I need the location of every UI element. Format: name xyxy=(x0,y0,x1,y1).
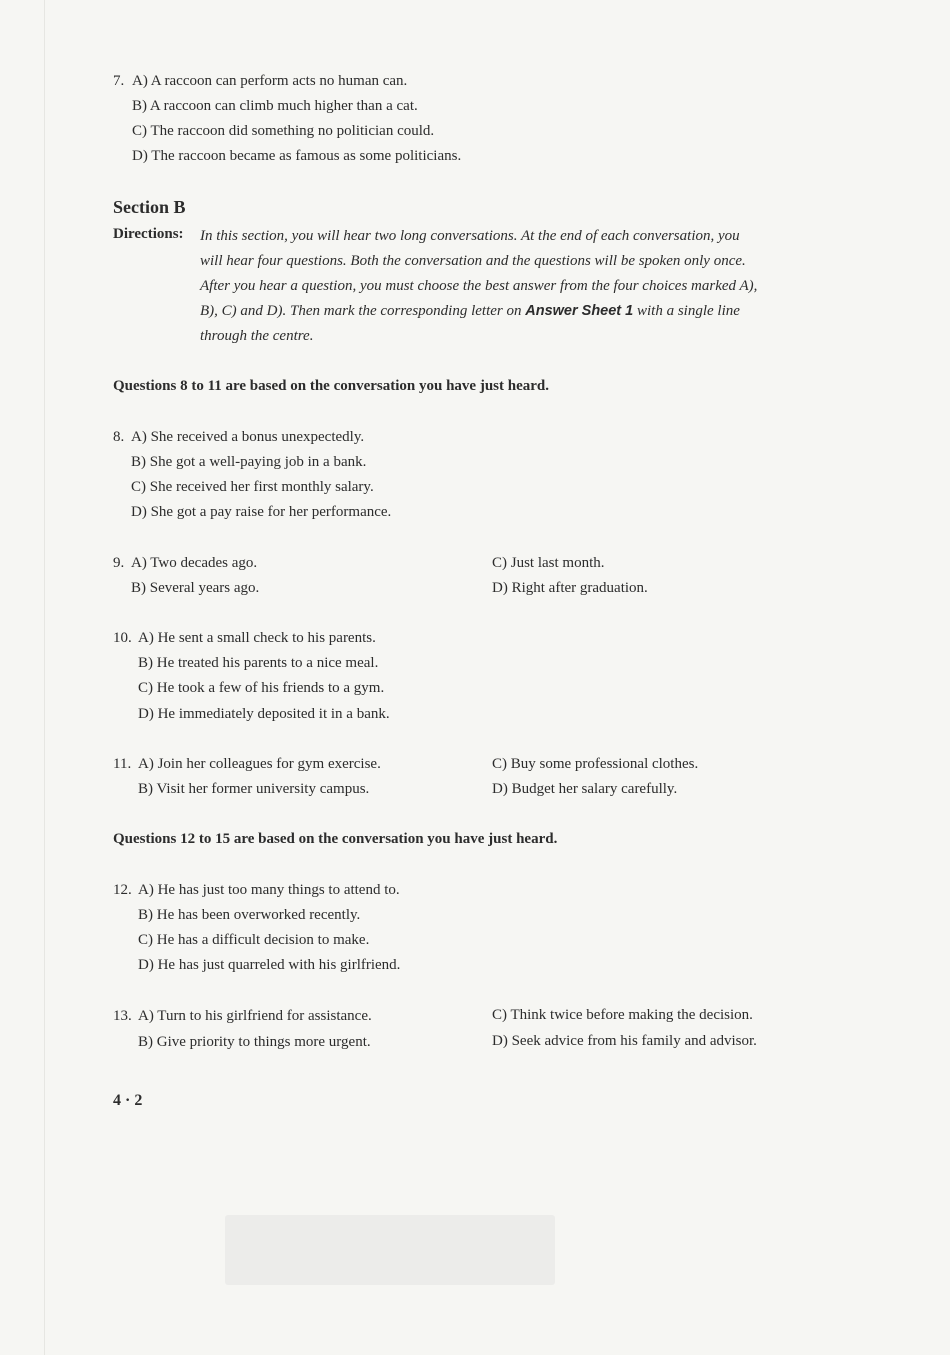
question-10-option-b: B) He treated his parents to a nice meal. xyxy=(138,655,379,671)
directions-line-4 xyxy=(200,301,740,321)
question-12-number: 12. xyxy=(113,882,132,898)
directions-label: Directions: xyxy=(113,226,184,242)
question-11-option-d: D) Budget her salary carefully. xyxy=(492,781,678,797)
question-7-option-a: A) A raccoon can perform acts no human can. xyxy=(132,73,408,89)
directions-line-2: will hear four questions. Both the conversation and the questions will be spoken only once. xyxy=(200,253,746,269)
directions-line-5: through the centre. xyxy=(200,328,314,344)
question-13-option-b: B) Give priority to things more urgent. xyxy=(138,1034,371,1050)
directions-line-1: In this section, you will hear two long conversations. At the end of each conversation, you xyxy=(200,228,740,244)
directions-line-4-tail: with a single line xyxy=(636,303,740,319)
question-8-option-b: B) She got a well-paying job in a bank. xyxy=(131,454,367,470)
page-edge xyxy=(44,0,45,1355)
question-13-option-a: A) Turn to his girlfriend for assistance. xyxy=(138,1008,372,1024)
question-9-option-a: A) Two decades ago. xyxy=(131,555,258,571)
question-9-option-d: D) Right after graduation. xyxy=(492,580,648,596)
question-12-option-a: A) He has just too many things to attend to. xyxy=(138,882,400,898)
question-11-option-a: A) Join her colleagues for gym exercise. xyxy=(138,756,381,772)
question-9-option-c: C) Just last month. xyxy=(492,555,605,571)
question-11-option-c: C) Buy some professional clothes. xyxy=(492,756,699,772)
scan-smudge xyxy=(225,1215,555,1285)
directions-line-3: After you hear a question, you must choose the best answer from the four choices marked A), xyxy=(200,278,758,294)
question-13-number: 13. xyxy=(113,1008,132,1024)
question-12-option-c: C) He has a difficult decision to make. xyxy=(138,932,370,948)
question-7-option-b: B) A raccoon can climb much higher than a cat. xyxy=(132,98,418,114)
question-8-option-a: A) She received a bonus unexpectedly. xyxy=(131,429,365,445)
question-11-number: 11. xyxy=(113,756,132,772)
question-12-option-b: B) He has been overworked recently. xyxy=(138,907,361,923)
question-7-option-c: C) The raccoon did something no politician could. xyxy=(132,123,435,139)
group-1-heading: Questions 8 to 11 are based on the conversation you have just heard. xyxy=(113,378,549,394)
question-10-number: 10. xyxy=(113,630,132,646)
question-10-option-d: D) He immediately deposited it in a bank. xyxy=(138,706,390,722)
question-10-option-c: C) He took a few of his friends to a gym. xyxy=(138,680,385,696)
question-12-option-d: D) He has just quarreled with his girlfriend. xyxy=(138,957,401,973)
question-8-number: 8. xyxy=(113,429,125,445)
question-8-option-c: C) She received her first monthly salary. xyxy=(131,479,374,495)
question-7-number: 7. xyxy=(113,73,125,89)
question-13-option-c: C) Think twice before making the decision. xyxy=(492,1007,753,1023)
question-9-option-b: B) Several years ago. xyxy=(131,580,260,596)
question-9-number: 9. xyxy=(113,555,125,571)
question-8-option-d: D) She got a pay raise for her performance. xyxy=(131,504,392,520)
question-10-option-a: A) He sent a small check to his parents. xyxy=(138,630,376,646)
page-number: 4 · 2 xyxy=(113,1092,143,1109)
directions-line-4-text: B), C) and D). Then mark the corresponding letter on xyxy=(200,303,522,319)
question-11-option-b: B) Visit her former university campus. xyxy=(138,781,370,797)
section-b-title: Section B xyxy=(113,197,186,217)
answer-sheet-label: Answer Sheet 1 xyxy=(525,303,634,319)
question-7-option-d: D) The raccoon became as famous as some politicians. xyxy=(132,148,462,164)
group-2-heading: Questions 12 to 15 are based on the conversation you have just heard. xyxy=(113,831,558,847)
question-13-option-d: D) Seek advice from his family and advisor. xyxy=(492,1033,757,1049)
